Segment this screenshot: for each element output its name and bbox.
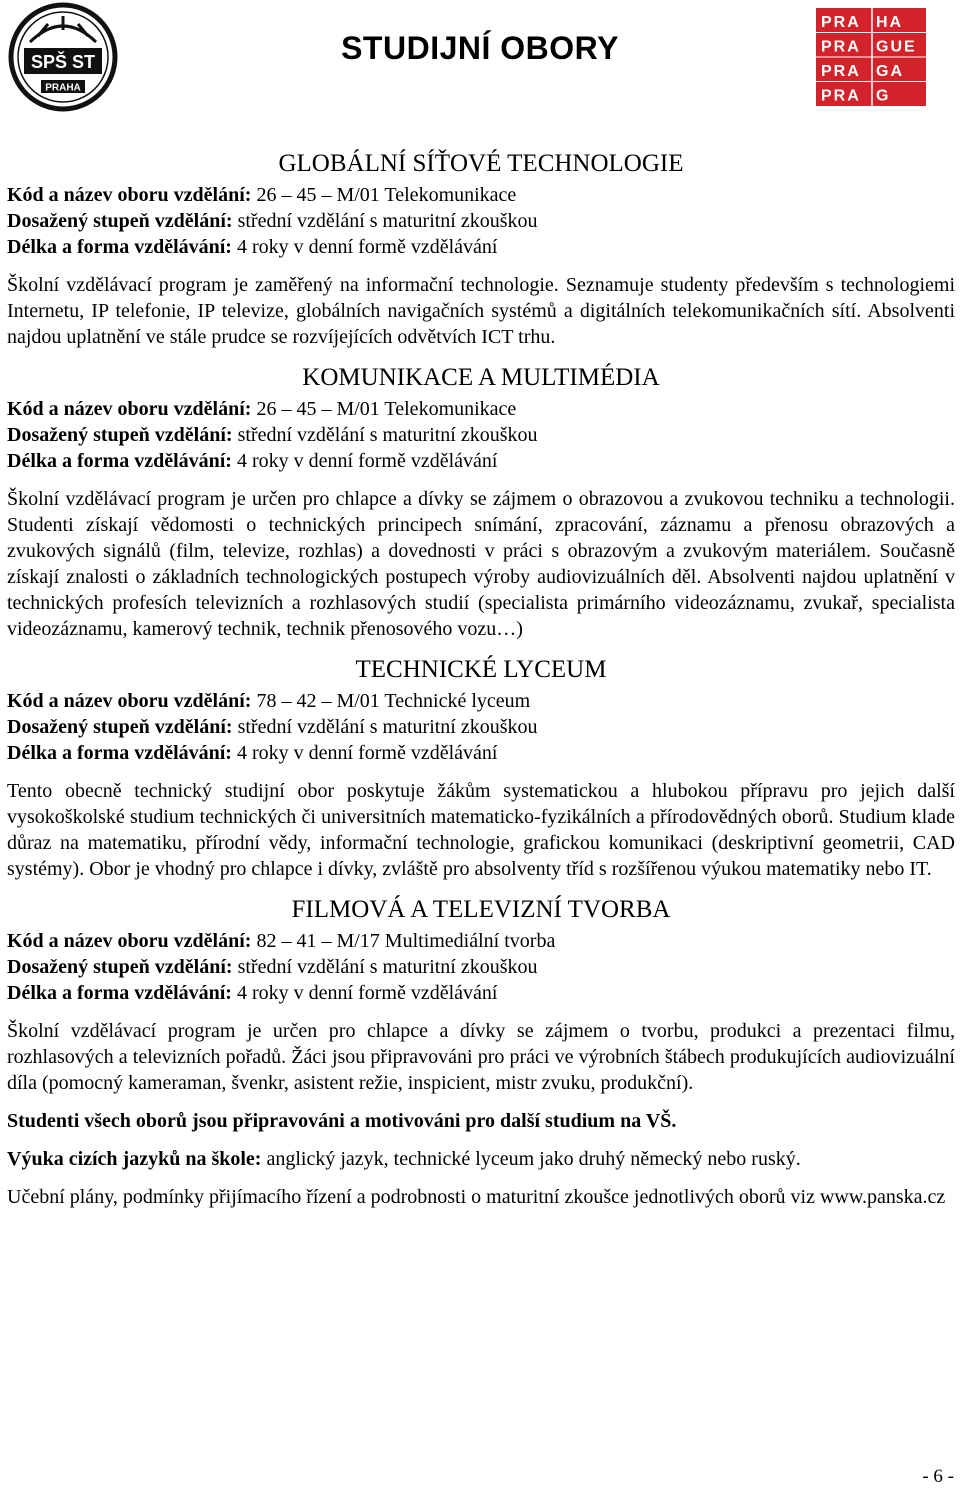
field-level-value: střední vzdělání s maturitní zkouškou: [232, 424, 538, 446]
field-level-line: [7, 208, 955, 234]
praha-city-logo: [816, 8, 926, 106]
field-duration-value: 4 roky v denní formě vzdělávání: [231, 742, 498, 764]
field-duration-label: Délka a forma vzdělávání:: [7, 982, 232, 1004]
languages-value: anglický jazyk, technické lyceum jako druhý německý nebo ruský.: [261, 1148, 801, 1170]
svg-text:HA: HA: [876, 14, 904, 31]
study-plans-note: Učební plány, podmínky přijímacího řízení a podrobnosti o maturitní zkoušce jednotlivých oborů viz www.panska.cz: [7, 1186, 946, 1208]
field-level-label: Dosažený stupeň vzdělání:: [7, 210, 233, 232]
svg-text:PRAHA: PRAHA: [45, 82, 81, 94]
svg-text:PRA: PRA: [821, 38, 861, 56]
field-duration-line: [7, 740, 955, 766]
section-description: Tento obecně technický studijní obor poskytuje žákům systematickou a hlubokou přípravu pro jejich další vysokoškolské studium technických či universitních matematicko-fyzikálních a přírodovědných oborů. Studium klade důraz na matematiku, přírodní vědy, informační technologie, grafickou komunikaci (deskriptivní geometrii, CAD systémy). Obor je vhodný pro chlapce i dívky, zvláště pro absolventy tříd s rozšířenou výukou matematiky nebo IT.: [7, 780, 955, 880]
field-duration-line: [7, 980, 955, 1006]
svg-text:G: G: [876, 87, 891, 105]
field-level-label: Dosažený stupeň vzdělání:: [7, 424, 233, 446]
svg-text:PRA: PRA: [821, 14, 861, 31]
field-code-value: 78 – 42 – M/01 Technické lyceum: [251, 690, 531, 712]
field-code-label: Kód a název oboru vzdělání:: [7, 930, 252, 952]
motivation-statement: Studenti všech oborů jsou připravováni a motivováni pro další studium na VŠ.: [7, 1110, 677, 1132]
field-code-line: [7, 396, 955, 422]
field-code-label: Kód a název oboru vzdělání:: [7, 690, 252, 712]
field-duration-line: [7, 448, 955, 474]
field-duration-label: Délka a forma vzdělávání:: [7, 236, 232, 258]
field-duration-value: 4 roky v denní formě vzdělávání: [231, 236, 498, 258]
svg-text:PRA: PRA: [821, 63, 861, 80]
field-level-label: Dosažený stupeň vzdělání:: [7, 956, 233, 978]
field-level-line: [7, 422, 955, 448]
section-description: Školní vzdělávací program je určen pro chlapce a dívky se zájmem o obrazovou a zvukovou techniku a technologii. Studenti získají vědomosti o technických principech snímání, zpracování, záznamu a přenosu obrazových a zvukových signálů (film, televize, rozhlas) a dovednosti v práci s obrazovým a zvukovým materiálem. Současně získají znalosti o základních technologických postupech výroby audiovizuálních děl. Absolventi najdou uplatnění v technických profesích televizních a rozhlasových studií (specialista primárního videozáznamu, zvukař, specialista videozáznamu, kamerový technik, technik přenosového vozu…): [7, 488, 955, 640]
svg-text:GUE: GUE: [876, 38, 917, 56]
page-number: - 6 -: [922, 1466, 954, 1487]
field-code-value: 26 – 45 – M/01 Telekomunikace: [251, 184, 517, 206]
section-title: KOMUNIKACE A MULTIMÉDIA: [302, 364, 660, 391]
svg-text:GA: GA: [876, 63, 904, 80]
field-code-line: [7, 928, 955, 954]
languages-label: Výuka cizích jazyků na škole:: [7, 1148, 262, 1170]
section-communication-multimedia: [7, 362, 955, 642]
field-level-value: střední vzdělání s maturitní zkouškou: [232, 716, 538, 738]
section-title: GLOBÁLNÍ SÍŤOVÉ TECHNOLOGIE: [278, 150, 684, 177]
svg-text:PRA: PRA: [821, 87, 861, 105]
field-duration-line: [7, 234, 955, 260]
section-global-network: [7, 148, 955, 350]
section-description: Školní vzdělávací program je určen pro chlapce a dívky se zájmem o tvorbu, produkci a prezentaci filmu, rozhlasových a televizních pořadů. Žáci jsou připravováni pro práci ve výrobních štábech produkujících audiovizuální díla (pomocný kameraman, švenkr, asistent režie, inspicient, mistr zvuku, produkční).: [7, 1020, 955, 1094]
document-body: [7, 148, 955, 1210]
field-duration-label: Délka a forma vzdělávání:: [7, 742, 232, 764]
field-level-line: [7, 954, 955, 980]
field-code-value: 82 – 41 – M/17 Multimediální tvorba: [251, 930, 556, 952]
section-description: Školní vzdělávací program je zaměřený na informační technologie. Seznamuje studenty především s technologiemi Internetu, IP telefonie, IP televize, globálních navigačních systémů a digitálních telekomunikačních sítí. Absolventi najdou uplatnění ve stále prudce se rozvíjejících odvětvích ICT trhu.: [7, 274, 955, 348]
field-level-value: střední vzdělání s maturitní zkouškou: [232, 956, 538, 978]
field-code-line: [7, 182, 955, 208]
section-title: TECHNICKÉ LYCEUM: [355, 656, 607, 683]
page-header-title: STUDIJNÍ OBORY: [341, 30, 619, 66]
field-duration-label: Délka a forma vzdělávání:: [7, 450, 232, 472]
field-code-line: [7, 688, 955, 714]
field-level-label: Dosažený stupeň vzdělání:: [7, 716, 233, 738]
section-technical-lyceum: [7, 654, 955, 882]
field-duration-value: 4 roky v denní formě vzdělávání: [231, 982, 498, 1004]
languages-line: [7, 1146, 955, 1172]
svg-text:SPŠ ST: SPŠ ST: [30, 52, 96, 72]
section-title: FILMOVÁ A TELEVIZNÍ TVORBA: [291, 896, 671, 923]
field-code-value: 26 – 45 – M/01 Telekomunikace: [251, 398, 517, 420]
field-code-label: Kód a název oboru vzdělání:: [7, 184, 252, 206]
field-level-value: střední vzdělání s maturitní zkouškou: [232, 210, 538, 232]
field-duration-value: 4 roky v denní formě vzdělávání: [231, 450, 498, 472]
section-film-tv: [7, 894, 955, 1096]
field-code-label: Kód a název oboru vzdělání:: [7, 398, 252, 420]
field-level-line: [7, 714, 955, 740]
